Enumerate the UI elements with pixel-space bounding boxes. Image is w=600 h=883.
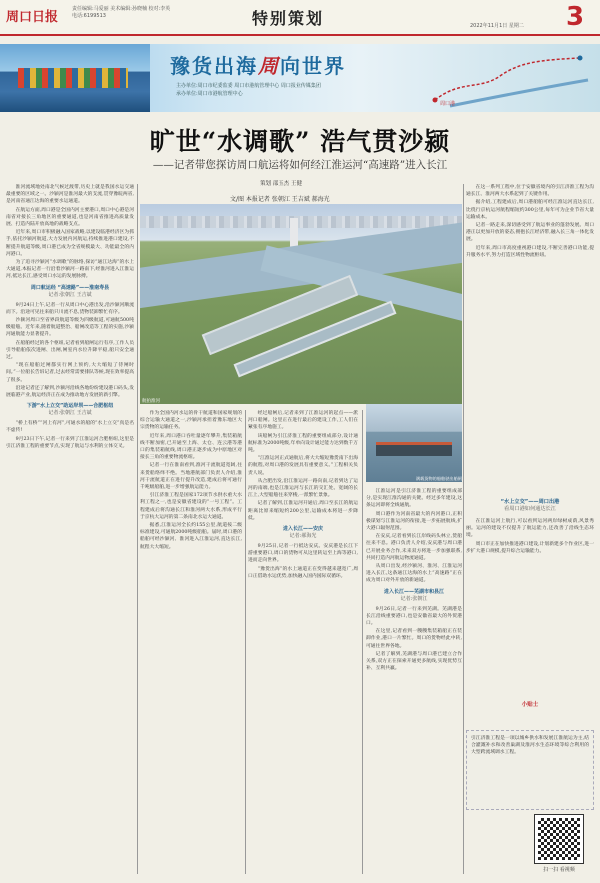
column-4 [366, 488, 462, 874]
subtitle-text: 进入长江——芜湖市和县江 [383, 588, 444, 595]
tip-box-text: 引江济淮工程是一项以城乡供水和发展江淮航运为主,结合灌溉补水和改善巢湖及淮河水生态环境等综合利用的大型跨流域调水工程。 [471, 736, 589, 756]
column-2 [140, 410, 242, 874]
paragraph: 据介绍,工程建成后,周口港船舶可经江淮运河直达长江,比绕行京杭运河航程缩短约300公里,每年可为企业节省大量运输成本。 [466, 200, 594, 220]
banner-undertaker: 承办单位:周口市港航管理中心 [176, 91, 243, 97]
banner-title [170, 50, 346, 79]
tip-box [466, 730, 594, 810]
subtitle-text: 下游“水上立交”助运岸坝——合肥枢纽 [26, 403, 114, 410]
sidebar-heading-title: “水上立交”——周口出港 [500, 499, 560, 505]
column-5-lower [466, 518, 594, 696]
subheadline: ——记者带您探访周口航运将如何经江淮运河“高速路”进入长江 [152, 159, 448, 171]
paragraph: 记者一路走来,深切感受到了航运事业的蓬勃发展。周口港正以更加开放的姿态,拥抱长江经济带,融入长三角一体化发展。 [466, 223, 594, 243]
paragraph: 近年来,周口市高度重视港口建设,不断完善港口功能,提升服务水平,努力打造区域性物流枢纽。 [466, 245, 594, 258]
qr-code-pattern [538, 818, 580, 860]
subtitle-text: 周口航运经 “高速路”——淮南寿县 [30, 284, 110, 291]
page-number: 3 [566, 2, 585, 32]
qr-code-label: 扫一扫 看视频 [543, 867, 575, 873]
paragraph: 淮河流域地处南北气候过渡带,历史上就是我国水运交通最重要的区域之一。沙颍河是淮河最大的支流,贯穿豫皖两省,是河南省通江达海的重要水运通道。 [6, 185, 134, 205]
masthead-meta [72, 6, 170, 20]
series-banner [0, 44, 600, 112]
paragraph: 在这里,记者看到一艘艘集装箱船正在装卸作业,港口一片繁忙。周口的货物经此中转,可通往世界各地。 [366, 629, 462, 649]
tip-box-title: 小贴士 [521, 702, 539, 708]
paragraph: 近年来,周口港口吞吐量逐年攀升,集装箱航线不断加密,已开通至上海、太仓、连云港等港口的集装箱航线,周口港正逐步成为中原地区对接长三角的重要物流枢纽。 [140, 433, 242, 461]
banner-title-mid: 周 [258, 54, 280, 78]
paragraph: “豫货出海”的水上通道正在变得越来越宽广,周口正借助水运优势,加快融入国内国际双循环。 [248, 566, 358, 579]
paragraph: 沿途记者还了解到,沙颍河沿线各地纷纷建设港口码头,发展临港产业,航运经济正在成为推动地方发展的新引擎。 [6, 385, 134, 399]
column-divider [245, 410, 246, 874]
byline: 文/图 本报记者 张朝江 王吉斌 郝海光 [230, 196, 330, 203]
paragraph: 为了追寻沙颍河“水调歌”的脉络,探访“通江达海”的水上大通道,本报记者一行沿着沙颍河一路南下,经淮河进入江淮运河,抵达长江,感受周口水运的发展脉搏。 [6, 260, 134, 280]
paragraph: 9月26日,记者一行来到芜湖。芜湖港是长江沿线重要港口,也是安徽省最大的外贸港口。 [366, 606, 462, 627]
section-subtitle [6, 403, 134, 417]
paragraph: 在江淮运河上航行,可以看到运河两岸绿树成荫,风景秀丽。运河的建设不仅提升了航运能力,还改善了沿线生态环境。 [466, 519, 594, 539]
column-3 [248, 410, 358, 874]
paragraph: “现在船舶过闸都实行网上预约,大大缩短了待闸时间。”一位船长告诉记者,过去经常需要排队等候,现在效率提高了很多。 [6, 363, 134, 383]
paragraph: 从合肥出发,沿江淮运河一路向南,记者到达了运河的南端,也是江淮运河与长江的交汇处。宽阔的长江上,大型船舶往来穿梭,一派繁忙景象。 [248, 478, 358, 499]
issue-date: 2022年11月1日 星期二 [470, 23, 524, 29]
paragraph: 近年来,周口市积极融入国家战略,以建设临港经济区为抓手,依托沙颍河航道,大力发展内河航运,持续推进港口建设,不断提升航道等级,周口港已成为全省规模最大、功能最全的内河港口。 [6, 230, 134, 257]
paragraph: 经过船闸后,记者来到了江淮运河的起点——派河口船闸。这里正在进行最后的建设工作,工人们在紧张有序地施工。 [248, 411, 358, 431]
main-photo-caption: 航拍淮河 [142, 399, 160, 404]
subtitle-text: 进入长江——安庆 [282, 526, 323, 533]
container-stack-image [18, 68, 128, 88]
subtitle-reporters: 记者:张朝江 王吉斌 [48, 410, 92, 417]
column-divider [463, 184, 464, 874]
map-label: 周口港 [440, 101, 456, 107]
barge-photo [366, 404, 462, 482]
paragraph: “江淮运河正式通航后,将大大缩短豫货南下出海的航程,对周口港的发展具有重要意义。”工程相关负责人说。 [248, 456, 358, 476]
paragraph: 江淮运河是引江济淮工程的重要组成部分,是实现江淮沟通的关键。经过多年建设,这条运河即将全线通航。 [366, 489, 462, 509]
paragraph: 作为全国内河水运的骨干航道和国家规划的综合运输大通道之一,沙颍河承担着豫东地区大宗货物的运输任务。 [140, 411, 242, 431]
subtitle-reporters: 记者:郝海光 [289, 533, 317, 540]
qr-code[interactable] [534, 814, 584, 864]
barge-photo-caption: 满载货物的船舶驶出船闸 [415, 476, 462, 481]
column-1 [6, 184, 134, 874]
banner-title-right: 向世界 [280, 54, 346, 78]
container-ship-image [0, 44, 150, 112]
paragraph: 引江济淮工程是国家172项节水供水重大水利工程之一,也是安徽省建设的“一号工程”。工程建成后将沟通长江和淮河两大水系,形成平行于京杭大运河的第二条南北水运大通道。 [140, 493, 242, 520]
section-subtitle [366, 589, 462, 603]
banner-sponsors [176, 82, 321, 98]
banner-title-left: 豫货出海 [170, 54, 258, 78]
section-title: 特别策划 [252, 9, 325, 28]
paragraph: 从周口出发,经沙颍河、淮河、江淮运河进入长江,这条通江达海的水上“高速路”正在成为周口对外开放的新通道。 [366, 564, 462, 584]
paragraph: 9月23日下午,记者一行来到了江淮运河合肥枢纽,这里是引江济淮工程的重要节点,实现了航运与水利的立体交叉。 [6, 436, 134, 449]
planning-credit: 策划 邵玉杰 王健 [260, 181, 302, 187]
column-divider [137, 184, 138, 874]
masthead-editors: 责任编辑:马爱丽 美术编辑:孙晓楠 校对:李英 [72, 6, 171, 12]
paragraph: 在航运方面,周口港是全国内河主要港口,周口中心港是河南省对接长三角地区的重要通道,也是河南省推进高质量发展、打造内陆开放高地的战略支点。 [6, 207, 134, 228]
sidebar-heading-subtitle: 看周口港如何通达长江 [504, 506, 556, 512]
paragraph: 记者一行在淮南看到,淮河干流航道宽阔,往来货船络绎不绝。当地港航部门负责人介绍,淮河干流航道正在进行提升改造,建成后将可通行千吨级船舶,进一步增强航运能力。 [140, 463, 242, 491]
column-5 [466, 184, 594, 496]
paragraph: 据悉,江淮运河全长约155公里,航道按二级标准建设,可通航2000吨级船舶。届时,周口港的船舶可经沙颍河、淮河进入江淮运河,直达长江,航程大大缩短。 [140, 523, 242, 550]
paragraph: 周口港作为河南省最大的内河港口,正积极谋划与江淮运河的衔接,进一步拓展航线,扩大港口辐射范围。 [366, 511, 462, 532]
barge-image [376, 442, 452, 456]
section-subtitle [6, 285, 134, 299]
column-divider [362, 410, 363, 874]
paragraph: 该船闸为引江济淮工程的重要组成部分,设计通航标准为2000吨级,年单向设计通过能力达到数千万吨。 [248, 433, 358, 454]
paragraph: 在安庆,记者看到长江岸线码头林立,货船往来不息。港口负责人介绍,安庆港与周口港已开展业务合作,未来双方将进一步加强联系,共同打造内河航运物流通道。 [366, 534, 462, 561]
sidebar-heading [466, 499, 594, 513]
headline: 旷世“水调歌” 浩气贯沙颍 [149, 127, 451, 156]
newspaper-logo: 周口日报 [6, 10, 59, 25]
masthead [0, 0, 600, 36]
subtitle-reporters: 记者:张朝江 [400, 595, 428, 602]
subtitle-reporters: 记者:张朝江 王吉斌 [48, 291, 92, 298]
main-aerial-photo [140, 204, 462, 404]
banner-organizers: 主办单位:周口市纪委监委 周口市港航管理中心 周口报业传媒集团 [176, 83, 321, 89]
paragraph: 在这一系列工程中,位于安徽省境内的引江济淮工程为沟通长江、淮河两大水系起到了关键作用。 [466, 185, 594, 198]
paragraph: 记者了解到,江淮运河开通后,周口至长江的航运距离比原来缩短约200公里,运输成本将进一步降低。 [248, 501, 358, 521]
paragraph: 沙颍河周口至省界段航道等级为四级航道,可通航500吨级船舶。近年来,随着航道整治、船闸改造等工程的实施,沙颍河通航能力显著提升。 [6, 318, 134, 338]
paragraph: 在船舶经过的各个枢纽,记者看到船闸运行有序,工作人员引导船舶依次进闸、出闸,闸室内水位升降平稳,船只安全通过。 [6, 340, 134, 361]
skyline-image [140, 216, 462, 228]
paragraph: “桥上有桥”“河上有河”,可通水的船的“水上立交”真是名不虚传! [6, 421, 134, 434]
paragraph: 9月25日,记者一行抵达安庆。安庆港是长江下游重要港口,周口的货物可从这里转运至上海等港口,进而走向世界。 [248, 544, 358, 564]
masthead-phone: 电话:6199513 [72, 13, 106, 19]
paragraph: 记者了解到,芜湖港与周口港已建立合作关系,双方正在探索开通更多航线,实现优势互补、互利共赢。 [366, 651, 462, 672]
section-subtitle [248, 526, 358, 540]
paragraph: 周口市正在加快推进港口建设,计划新建多个作业区,进一步扩大港口规模,提升综合运输能力。 [466, 541, 594, 554]
paragraph: 9月24日上午,记者一行从周口中心港出发,沿沙颍河顺流而下。沿途可见往来船只川流不息,货物装卸繁忙有序。 [6, 302, 134, 315]
